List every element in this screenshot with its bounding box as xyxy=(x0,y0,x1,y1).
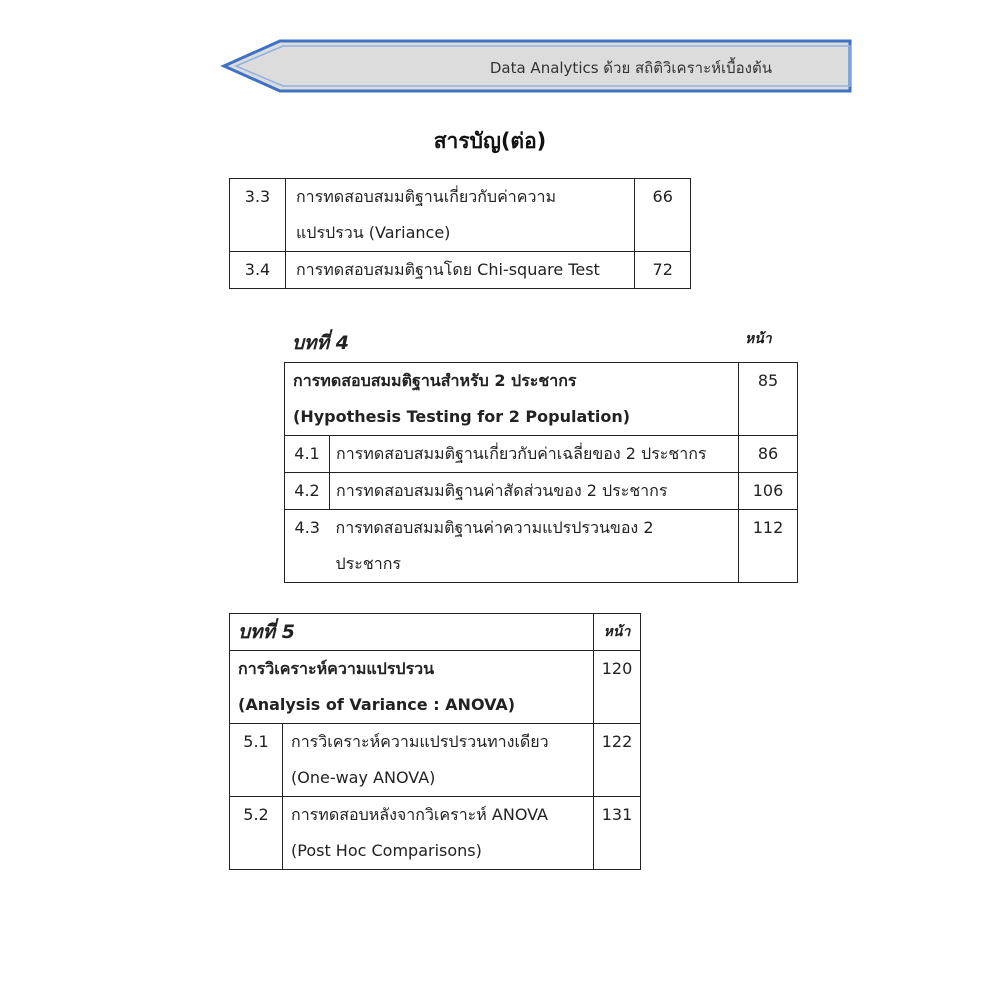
table-row xyxy=(285,436,798,473)
chapter-5-heading: บทที่ 5 xyxy=(230,614,594,651)
toc-table-chapter-5 xyxy=(229,613,641,870)
section-title-line: การทดสอบสมมติฐานเกี่ยวกับค่าความ xyxy=(295,187,556,206)
toc-table-chapter-4 xyxy=(284,362,798,583)
page-column-label: หน้า xyxy=(745,331,772,347)
section-number: 3.3 xyxy=(230,179,286,252)
section-title xyxy=(330,510,739,583)
section-number: 4.2 xyxy=(285,473,330,510)
page-column-label: หน้า xyxy=(594,614,641,651)
section-number: 5.2 xyxy=(230,797,283,870)
chapter-title-line: (Hypothesis Testing for 2 Population) xyxy=(293,407,631,426)
section-title-line: การทดสอบสมมติฐานค่าความแปรปรวนของ 2 xyxy=(335,518,654,537)
page-number: 131 xyxy=(594,797,641,870)
table-row xyxy=(230,797,641,870)
table-row xyxy=(230,614,641,651)
table-row xyxy=(230,651,641,724)
section-title-line: ประชากร xyxy=(335,554,401,573)
section-title xyxy=(330,436,739,473)
page-number: 112 xyxy=(739,510,798,583)
page-number: 85 xyxy=(739,363,798,436)
page-number: 122 xyxy=(594,724,641,797)
page-number: 72 xyxy=(635,252,691,289)
chapter-title-line: (Analysis of Variance : ANOVA) xyxy=(238,695,516,714)
section-title-line: การทดสอบสมมติฐานโดย Chi-square Test xyxy=(295,260,600,279)
section-title xyxy=(285,252,634,289)
page-number: 86 xyxy=(739,436,798,473)
chapter-title-line: การวิเคราะห์ความแปรปรวน xyxy=(238,659,435,678)
section-number: 4.1 xyxy=(285,436,330,473)
chapter-title-line: การทดสอบสมมติฐานสำหรับ 2 ประชากร xyxy=(293,371,577,390)
chapter-4-heading: บทที่ 4 xyxy=(292,332,349,354)
section-title xyxy=(285,179,634,252)
table-row xyxy=(230,179,691,252)
section-number: 5.1 xyxy=(230,724,283,797)
section-title xyxy=(283,724,594,797)
section-title-line: (Post Hoc Comparisons) xyxy=(291,841,482,860)
toc-title: สารบัญ(ต่อ) xyxy=(433,129,547,153)
page-number: 66 xyxy=(635,179,691,252)
page-number: 120 xyxy=(594,651,641,724)
section-title xyxy=(330,473,739,510)
section-title-line: แปรปรวน (Variance) xyxy=(295,223,451,242)
section-number: 3.4 xyxy=(230,252,286,289)
table-row xyxy=(285,510,798,583)
section-title-line: การทดสอบสมมติฐานเกี่ยวกับค่าเฉลี่ยของ 2 ประชากร xyxy=(336,444,707,463)
table-row xyxy=(285,473,798,510)
section-title xyxy=(283,797,594,870)
section-title-line: การวิเคราะห์ความแปรปรวนทางเดียว xyxy=(291,732,549,751)
header-banner xyxy=(220,38,852,94)
table-row xyxy=(285,363,798,436)
chapter-title xyxy=(230,651,594,724)
section-title-line: การทดสอบหลังจากวิเคราะห์ ANOVA xyxy=(291,805,548,824)
toc-table-chapter-3 xyxy=(229,178,691,289)
table-row xyxy=(230,252,691,289)
banner-title: Data Analytics ด้วย สถิติวิเคราะห์เบื้องต้น xyxy=(489,59,772,77)
section-number: 4.3 xyxy=(285,510,330,583)
table-row xyxy=(230,724,641,797)
section-title-line: (One-way ANOVA) xyxy=(291,768,436,787)
chapter-title xyxy=(285,363,739,436)
section-title-line: การทดสอบสมมติฐานค่าสัดส่วนของ 2 ประชากร xyxy=(336,481,668,500)
page-number: 106 xyxy=(739,473,798,510)
